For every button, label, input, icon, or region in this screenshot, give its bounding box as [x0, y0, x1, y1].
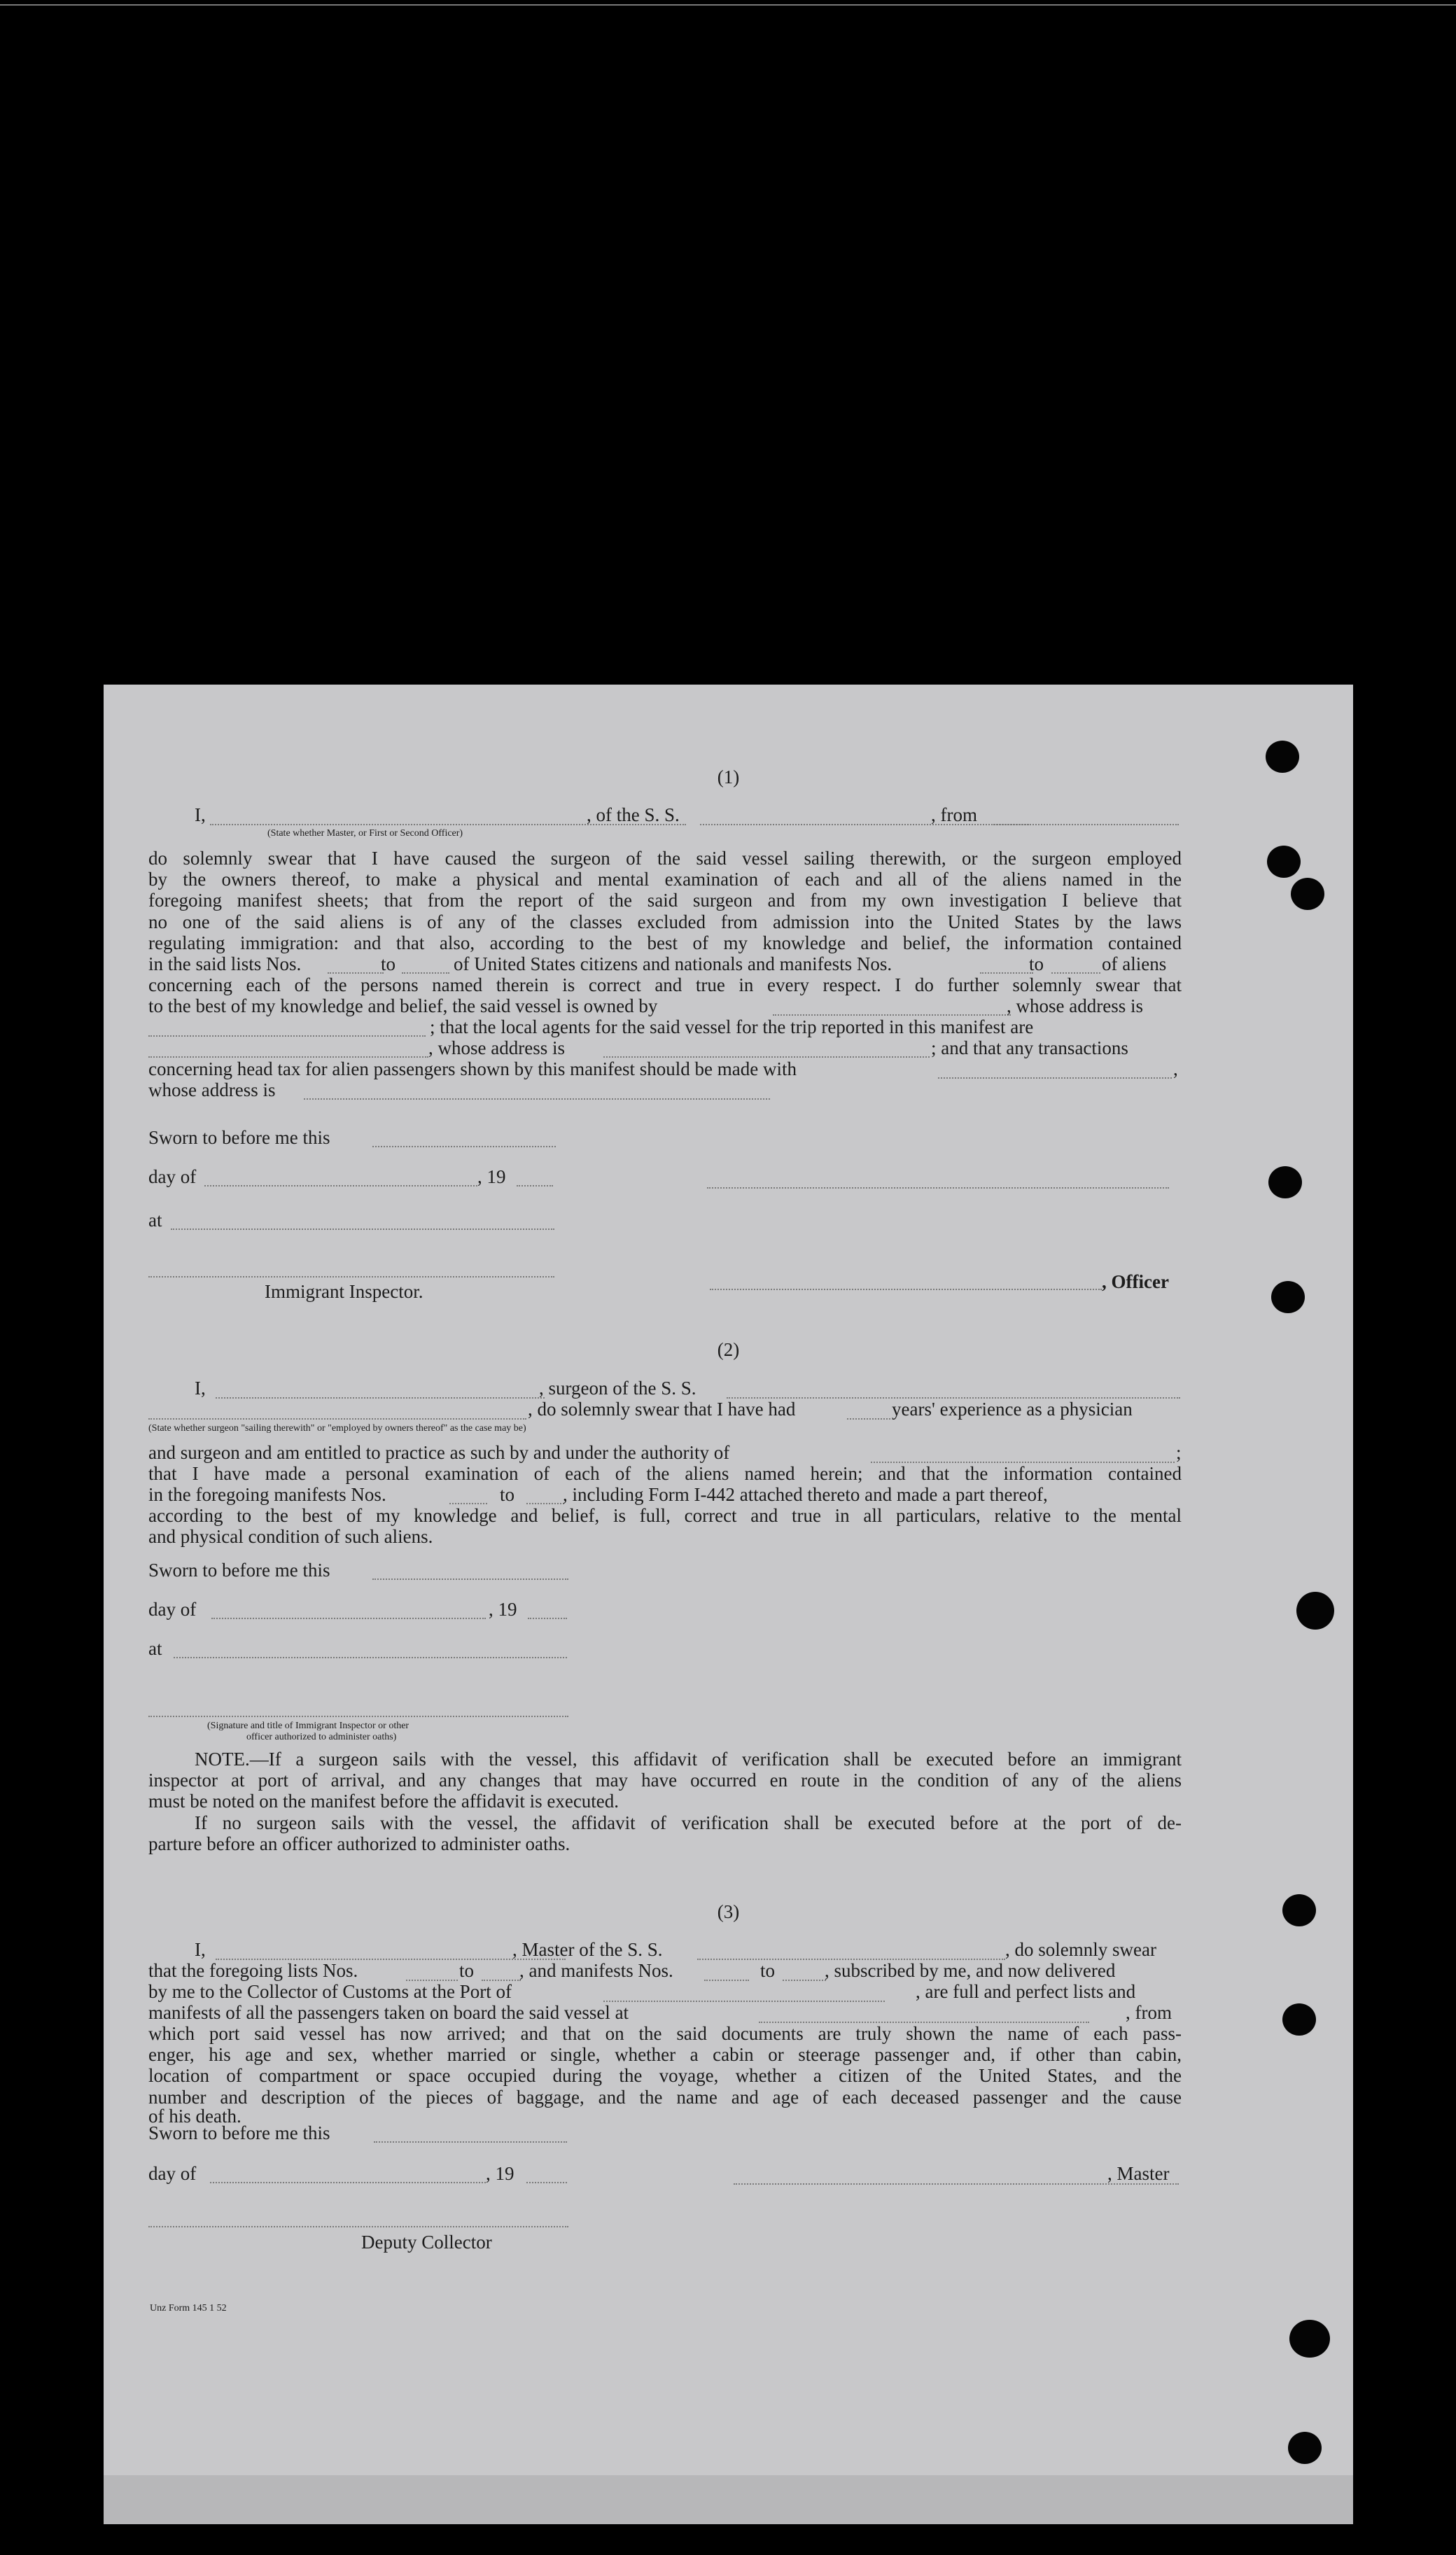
s3-master-label: , Master of the S. S. — [512, 1939, 663, 1960]
s3-sworn-label: Sworn to before me this — [148, 2122, 330, 2143]
s1-headtax-label: concerning head tax for alien passengers shown by this manifest should be made with — [148, 1058, 797, 1079]
s2-experience-label: years' experience as a physician — [892, 1399, 1133, 1420]
form-number: Unz Form 145 1 52 — [150, 2303, 227, 2314]
s2-month-blank — [211, 1618, 486, 1619]
s1-concerning-line: concerning each of the persons named therein is correct and true in every respect. I do further solemnly swear that — [148, 974, 1182, 995]
s3-day-of-label: day of — [148, 2163, 197, 2184]
s1-sworn-date-blank — [372, 1146, 556, 1147]
s3-month-blank — [210, 2182, 486, 2183]
s2-caption: (State whether surgeon "sailing therewith" or "employed by owners thereof" as the case may be) — [148, 1423, 526, 1434]
s3-collector-blank — [148, 2226, 568, 2227]
s1-year-label: , 19 — [477, 1166, 506, 1187]
s2-note-line: inspector at port of arrival, and any changes that may have occurred en route in the condition of any of the aliens — [148, 1770, 1182, 1791]
s1-caption: (State whether Master, or First or Second Officer) — [267, 828, 463, 839]
s3-i-label: I, — [195, 1939, 206, 1960]
s3-swear-label: , do solemnly swear — [1005, 1939, 1156, 1960]
s3-year-label: , 19 — [486, 2163, 514, 2184]
punch-hole — [1289, 2320, 1330, 2358]
s1-to2-label: to — [1029, 953, 1044, 974]
s2-sig-caption-1: (Signature and title of Immigrant Inspector or other — [207, 1721, 410, 1731]
s3-manifest-from-blank — [704, 1980, 749, 1981]
s2-signature-blank — [148, 1716, 568, 1717]
s1-list-to-blank — [402, 972, 449, 974]
s3-taken-label: manifests of all the passengers taken on board the said vessel at — [148, 2002, 629, 2023]
s2-manifest-from-blank — [449, 1503, 487, 1504]
s1-inspector-label: Immigrant Inspector. — [265, 1281, 424, 1302]
s2-day-of-label: day of — [148, 1599, 197, 1620]
s2-at-blank — [174, 1657, 567, 1658]
punch-hole — [1296, 1592, 1334, 1630]
s2-line-6: according to the best of my knowledge and belief, is full, correct and true in all particulars, relative to the mental — [148, 1505, 1182, 1526]
s2-note-line: NOTE.—If a surgeon sails with the vessel, this affidavit of verification shall be executed before an immigrant — [195, 1749, 1182, 1770]
s2-at-label: at — [148, 1638, 162, 1659]
punch-hole — [1291, 878, 1324, 910]
s2-swear-label: , do solemnly swear that I have had — [528, 1399, 796, 1420]
s3-body-line: enger, his age and sex, whether married or single, whether a cabin or steerage passenger and, if other than cabin, — [148, 2044, 1182, 2066]
s1-day-of-label: day of — [148, 1166, 197, 1187]
s1-body — [148, 848, 1182, 953]
s1-headtax-comma: , — [1173, 1058, 1178, 1079]
s1-whose-address-label: , whose address is — [1007, 995, 1143, 1016]
s2-sworn-date-blank — [372, 1578, 568, 1580]
s2-year-blank — [528, 1618, 567, 1619]
s1-agents-address-blank — [603, 1056, 930, 1058]
s3-port-blank — [603, 2001, 885, 2002]
s1-agents-address-label: , whose address is — [428, 1037, 565, 1058]
s3-body — [148, 2023, 1182, 2108]
top-border-line — [0, 4, 1456, 6]
s1-officer-blank — [710, 1289, 1102, 1290]
s3-manifests-label: , and manifests Nos. — [519, 1960, 673, 1981]
s2-including-label: , including Form I-442 attached thereto and made a part thereof, — [563, 1484, 1048, 1505]
s2-sig-caption-2: officer authorized to administer oaths) — [246, 1732, 397, 1742]
s2-note — [148, 1749, 1182, 1854]
s3-master-sig-label: , Master — [1107, 2163, 1170, 2184]
punch-hole — [1288, 2432, 1322, 2464]
s1-owner-blank — [773, 1014, 1011, 1016]
s1-headtax-blank — [938, 1077, 1172, 1079]
s2-surgeon-name-blank — [216, 1397, 545, 1399]
s1-at-label: at — [148, 1210, 162, 1231]
s2-authority-label: and surgeon and am entitled to practice as such by and under the authority of — [148, 1442, 730, 1463]
s1-body-line: by the owners thereof, to make a physical and mental examination of each and all of the aliens named in the — [148, 869, 1182, 890]
s2-to-label: to — [500, 1484, 515, 1505]
s1-aliens-label: of aliens — [1102, 953, 1167, 974]
s1-transactions-label: ; and that any transactions — [931, 1037, 1128, 1058]
s3-port-label: by me to the Collector of Customs at the Port of — [148, 1981, 512, 2002]
s2-sworn-label: Sworn to before me this — [148, 1560, 330, 1581]
s2-employment-blank — [148, 1418, 526, 1420]
s3-manifest-to-blank — [783, 1980, 826, 1981]
punch-hole — [1271, 1281, 1305, 1313]
s1-body-line: foregoing manifest sheets; that from the report of the said surgeon and from my own investigation I believe that — [148, 890, 1182, 911]
s1-to-label: to — [381, 953, 396, 974]
s1-officer-label: , Officer — [1102, 1271, 1169, 1292]
s3-to2-label: to — [760, 1960, 776, 1981]
s1-whose-address-label-2: whose address is — [148, 1079, 276, 1100]
s1-signature-blank — [707, 1187, 1169, 1189]
s1-of-ss-label: , of the S. S. — [587, 804, 680, 825]
s1-year-blank — [517, 1185, 553, 1186]
section-3-number: (3) — [717, 1901, 740, 1922]
s1-agents-blank — [148, 1056, 428, 1058]
s3-lists-label: that the foregoing lists Nos. — [148, 1960, 358, 1981]
s3-subscribed-label: , subscribed by me, and now delivered — [825, 1960, 1116, 1981]
s1-agents-label: ; that the local agents for the said vessel for the trip reported in this manifest are — [430, 1016, 1034, 1037]
s1-sworn-label: Sworn to before me this — [148, 1127, 330, 1148]
s1-body-line: no one of the said aliens is of any of the classes excluded from admission into the United States by the laws — [148, 911, 1182, 932]
s2-note-line: must be noted on the manifest before the affidavit is executed. — [148, 1791, 620, 1812]
s1-manifests-label: of United States citizens and nationals and manifests Nos. — [454, 953, 892, 974]
section-2-number: (2) — [717, 1339, 740, 1360]
punch-hole — [1268, 1166, 1302, 1198]
s2-manifest-to-blank — [526, 1503, 564, 1504]
s3-body-line: which port said vessel has now arrived; and that on the said documents are truly shown the name of each pass- — [148, 2023, 1182, 2044]
s3-sworn-date-blank — [374, 2141, 567, 2143]
s2-note2-line: parture before an officer authorized to administer oaths. — [148, 1833, 570, 1854]
s2-year-label: , 19 — [489, 1599, 517, 1620]
s1-owner-address-blank — [148, 1035, 426, 1037]
s1-manifest-from-blank — [980, 972, 1033, 974]
s1-ship-name-blank — [700, 824, 1029, 825]
s1-at-blank — [171, 1228, 554, 1230]
s3-collector-label: Deputy Collector — [361, 2232, 492, 2253]
s1-from-port-blank — [991, 824, 1179, 825]
s1-body-line: regulating immigration: and that also, according to the best of my knowledge and belief, the information contained — [148, 932, 1182, 953]
s2-semicolon: ; — [1176, 1442, 1182, 1463]
s2-years-blank — [847, 1418, 890, 1420]
s3-perfect-lists-label: , are full and perfect lists and — [916, 1981, 1136, 2002]
s3-body-line: number and description of the pieces of baggage, and the name and age of each deceased passenger and the cause — [148, 2086, 1182, 2108]
s1-manifest-to-blank — [1051, 972, 1100, 974]
s3-last-line: of his death. — [148, 2106, 241, 2127]
s1-from-label: , from — [931, 804, 977, 825]
document-page — [104, 685, 1353, 2524]
s1-headtax-address-blank — [304, 1098, 770, 1100]
punch-hole — [1282, 2003, 1316, 2036]
section-1-number: (1) — [717, 766, 740, 788]
s1-owned-label: to the best of my knowledge and belief, the said vessel is owned by — [148, 995, 658, 1016]
s2-manifests-label: in the foregoing manifests Nos. — [148, 1484, 386, 1505]
s3-body-line: location of compartment or space occupied during the voyage, whether a citizen of the United States, and the — [148, 2065, 1182, 2087]
s1-inspector-blank — [148, 1276, 554, 1278]
s3-year-blank — [526, 2182, 567, 2183]
s3-from-label: , from — [1126, 2002, 1172, 2023]
s3-to-label: to — [459, 1960, 475, 1981]
s2-line-7: and physical condition of such aliens. — [148, 1526, 433, 1547]
s1-body-line: do solemnly swear that I have caused the surgeon of the said vessel sailing therewith, or the surgeon employed — [148, 848, 1182, 869]
punch-hole — [1267, 846, 1301, 878]
s2-note2-line: If no surgeon sails with the vessel, the affidavit of verification shall be executed before at the port of de- — [195, 1812, 1182, 1833]
s1-i-label: I, — [195, 804, 206, 825]
s1-month-blank — [204, 1185, 477, 1186]
s2-line-4: that I have made a personal examination of each of the aliens named herein; and that the information contained — [148, 1463, 1182, 1484]
s1-list-from-blank — [328, 972, 384, 974]
s2-surgeon-label: , surgeon of the S. S. — [539, 1378, 696, 1399]
s2-i-label: I, — [195, 1378, 206, 1399]
page-bottom-edge — [104, 2475, 1353, 2524]
s1-lists-label: in the said lists Nos. — [148, 953, 302, 974]
